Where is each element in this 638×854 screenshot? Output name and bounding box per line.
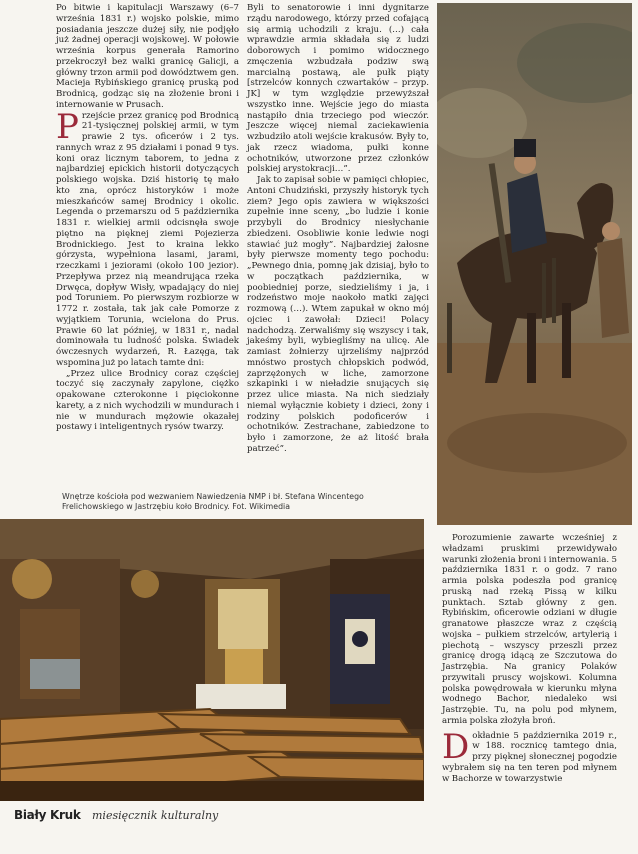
paragraph: „Przez ulice Brodnicy coraz częściej toczyć się zaczynały zapylone, ciężko opakowane czterokonne i pięciokonne karety, a z nich wychodzili w mundurach i nie w mundurach mężowie okazałej postawy i inteligentnych rysów twarzy.: [56, 368, 239, 433]
church-interior-photo: [0, 519, 424, 801]
image-caption: Wnętrze kościoła pod wezwaniem Nawiedzenia NMP i bł. Stefana Wincentego Frelichowskiego w Jastrzębiu koło Brodnicy. Fot. Wikimedia: [62, 492, 364, 511]
magazine-subtitle: miesięcznik kulturalny: [92, 809, 219, 822]
paragraph: [56, 106, 239, 369]
article-column-3: [442, 533, 617, 784]
article-column-1: [56, 3, 239, 433]
article-column-2: [247, 3, 429, 455]
drop-cap: D: [442, 726, 470, 767]
paragraph: Jak to zapisał sobie w pamięci chłopiec, Antoni Chudziński, przyszły historyk tych ziem? Jego opis zawiera w większości zupełnie inne sceny, „bo ludzie i konie przybyli do Brodnicy niesłychanie zbiedzeni. Osobliwie konie ledwie nogi stawiać już mogły”. Najbardziej żałosne były pierwsze momenty tego pochodu: „Pewnego dnia, pomnę jak dzisiaj, było to w początkach października, w poobiedniej porze, siedzieliśmy i ja, i rodzeństwo moje naokoło matki zajęci rozmową (…). Wtem zapukał w okno mój ojciec i zawołał: Dzieci! Polacy nadchodzą. Zerwaliśmy się wszyscy i tak, jakeśmy byli, wybiegliśmy na ulicę. Ale zamiast żołnierzy ujrzeliśmy najprzód mnóstwo prostych chłopskich podwód, zaprzężonych w liche, zamorzone szkapinki i w nieładzie snujących się przez ulice miasta. Na nich siedziały niemal wyłącznie kobiety i dzieci, żony i rodziny polskich podoficerów i ochotników. Zestrachane, zabiedzone to było i zamorzone, że aż litość brała patrzeć”.: [247, 175, 429, 454]
paragraph: [442, 726, 617, 785]
paragraph: Byli to senatorowie i inni dygnitarze rządu narodowego, którzy przed cofającą się armią uchodzili z kraju. (…) cała wprawdzie armia składała się z ludzi doborowych i pomimo widocznego zmęczenia wzbudzała podziw swą marcialną postawą, ale pułk piąty [strzelców konnych czwartaków – przyp. JK] w tym względzie przewyższał wszystko inne. Wejście jego do miasta nastąpiło dnia trzeciego pod wieczór. Jeszcze więcej niemal zaciekawienia wzbudziło atoli wejście krakusów. Były to, jak rzecz wiadoma, pułki konne ochotników, utworzone przez członków polskiej arystokracji…”.: [247, 3, 429, 175]
paragraph-text: okładnie 5 października 2019 r., w 188. rocznicę tamtego dnia, przy pięknej słonecznej pogodzie wybrałem się na ten teren pod młynem w Bachorze w towarzystwie: [442, 730, 617, 784]
paragraph: Po bitwie i kapitulacji Warszawy (6–7 września 1831 r.) wojsko polskie, mimo posiadania jeszcze dużej siły, nie podjęło już żadnej operacji wojskowej. W połowie września korpus generała Ramorino przekroczył bez walki granicę Galicji, a główny trzon armii pod dowództwem gen. Macieja Rybińskiego granicę pruską pod Brodnicą, godząc się na złożenie broni i internowanie w Prusach.: [56, 3, 239, 110]
paragraph: Porozumienie zawarte wcześniej z władzami pruskimi przewidywało warunki złożenia broni i internowania. 5 października 1831 r. o godz. 7 rano armia polska podeszła pod granicę pruską nad rzeką Pissą w kilku punktach. Sztab główny z gen. Rybińskim, oficerowie odziani w długie granatowe płaszcze wraz z częścią wojska – pułkiem strzelców, artylerią i piechotą – wszyscy przeszli przez granicę drogą idącą ze Szczutowa do Jastrzębia. Na granicy Polaków przywitali pruscy wojskowi. Kolumna polska powędrowała w kierunku młyna wodnego Bachor, niedaleko wsi Jastrzębie. Tu, na polu pod młynem, armia polska złożyła broń.: [442, 533, 617, 726]
painting-cavalry-image: [437, 3, 632, 525]
drop-cap: P: [56, 106, 79, 147]
magazine-logo: Biały Kruk: [14, 808, 81, 822]
paragraph-text: rzejście przez granicę pod Brodnicą 21-tysięcznej polskiej armii, w tym prawie 2 tys. oficerów i 2 tys. rannych wraz z 95 działami i ponad 9 tys. koni oraz licznym taborem, to jedna z najbardziej epickich historii dotyczących polskiego wojska. Dziś historię tę mało kto zna, oprócz historyków i może mieszkańców samej Brodnicy i okolic. Legenda o przemarszu od 5 października 1831 r. wielkiej armii odcisnęła swoje piętno na pięknej ziemi Pojezierza Brodnickiego. Jest to kraina lekko górzysta, wypełniona lasami, jarami, rzeczkami i jeziorami (około 100 jezior). Przepływa przez nią meandrująca rzeka Drwęca, dopływ Wisły, wpadający do niej pod Toruniem. Po pierwszym rozbiorze w 1772 r. została, tak jak całe Pomorze z wyjątkiem Torunia, wcielona do Prus. Prawie 60 lat później, w 1831 r., nadal dominowała tu ludność polska. Świadek ówczesnych wydarzeń, R. Łazęga, tak wspomina już po latach tamte dni:: [56, 110, 239, 368]
